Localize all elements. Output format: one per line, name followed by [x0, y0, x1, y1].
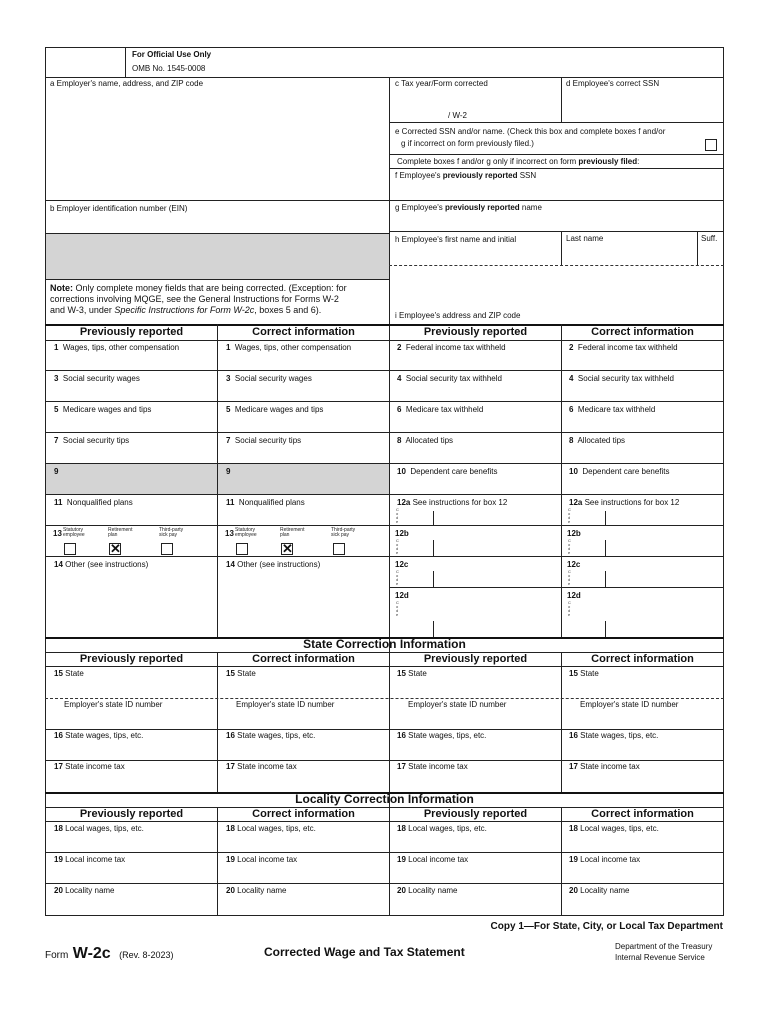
box-19-prev	[50, 855, 129, 865]
money-header-prev-1: Previously reported	[79, 326, 184, 338]
box-19-corr-2	[565, 855, 644, 865]
last-name-label: Last name	[566, 234, 604, 243]
box-18-num: 18	[397, 824, 406, 833]
box-10-prev	[393, 467, 502, 477]
state-title: State Correction Information	[303, 637, 466, 651]
box-12c-prev-code-div	[433, 571, 434, 587]
box-20-num: 20	[226, 886, 235, 895]
box-19-text: Local income tax	[65, 855, 126, 864]
complete-boxes-note	[393, 157, 643, 167]
box-8-prev	[393, 436, 457, 446]
box-12a-text: See instructions for box 12	[584, 498, 680, 507]
box-3-num: 3	[54, 374, 59, 383]
box-e-line2: g if incorrect on form previously filed.)	[401, 139, 534, 148]
box-17-prev-2	[393, 762, 472, 772]
box-12c-corr: 12c	[567, 560, 581, 569]
box-17-corr-2	[565, 762, 644, 772]
box-19-corr	[222, 855, 301, 865]
money-line-2	[45, 401, 724, 402]
box-13-corr-sick-checkbox[interactable]	[333, 543, 345, 555]
box-10-num: 10	[569, 467, 578, 476]
box-3-text: Social security wages	[62, 374, 140, 383]
box-17-text: State income tax	[65, 762, 125, 771]
box-17-text: State income tax	[408, 762, 468, 771]
money-header-corr-1: Correct information	[252, 326, 355, 338]
locality-header-prev-1: Previously reported	[79, 808, 184, 820]
box-15-text: State	[65, 669, 84, 678]
state-line-16	[45, 729, 724, 730]
box-7-text: Social security tips	[62, 436, 130, 445]
note-line-2: corrections involving MQGE, see the General Instructions for Forms W-2	[50, 294, 339, 304]
money-header-bottom	[45, 340, 724, 341]
box-12b-prev-code-div	[433, 540, 434, 556]
copy-label: Copy 1—For State, City, or Local Tax Department	[490, 921, 723, 932]
box-20-prev-2	[393, 886, 462, 896]
box-4-text: Social security tax withheld	[405, 374, 502, 383]
form-name: W-2c	[72, 945, 111, 962]
note-bold: Note:	[50, 283, 73, 293]
box-18-text: Local wages, tips, etc.	[237, 824, 316, 833]
box-6-num: 6	[397, 405, 402, 414]
corrected-ssn-name-checkbox[interactable]	[705, 139, 717, 151]
box-18-num: 18	[226, 824, 235, 833]
box-13-prev-retirement-checkbox[interactable]: ✕	[110, 541, 121, 556]
box-12a-prev	[393, 498, 511, 508]
box-17-num: 17	[569, 762, 578, 771]
locality-header-corr-1: Correct information	[252, 808, 355, 820]
box-16-num: 16	[397, 731, 406, 740]
box-12d-corr: 12d	[567, 591, 581, 600]
box-16-text: State wages, tips, etc.	[408, 731, 487, 740]
box-15-prev	[50, 669, 88, 679]
box-14-text: Other (see instructions)	[65, 560, 149, 569]
box-5-num: 5	[226, 405, 231, 414]
box-15-corr	[222, 669, 260, 679]
box-11-text: Nonqualified plans	[238, 498, 305, 507]
box-12a-text: See instructions for box 12	[412, 498, 508, 507]
box-4-corr	[565, 374, 678, 384]
frame-bottom	[45, 915, 724, 916]
box-12a-num: 12a	[569, 498, 583, 507]
box-12c-prev-code: C o d e	[396, 569, 399, 586]
center-divider	[389, 77, 390, 916]
form-rev: (Rev. 8-2023)	[119, 950, 174, 960]
box-18-corr	[222, 824, 320, 834]
box-20-corr	[222, 886, 291, 896]
locality-title: Locality Correction Information	[295, 792, 474, 806]
box-12b-corr-code: C o d e	[568, 538, 571, 555]
state-col-div-3	[561, 652, 562, 792]
box-18-prev-2	[393, 824, 491, 834]
note-text	[46, 283, 351, 316]
f-pre: f Employee's	[395, 171, 443, 180]
frame-right	[723, 47, 724, 916]
box-20-text: Locality name	[237, 886, 287, 895]
line-h-top	[389, 231, 724, 232]
state-col-div-1	[217, 652, 218, 792]
note-line-3a: and W-3, under	[50, 305, 115, 315]
box-14-corr	[222, 560, 324, 570]
g-pre: g Employee's	[395, 203, 445, 212]
box-a-label: a Employer's name, address, and ZIP code	[50, 79, 204, 88]
box-18-text: Local wages, tips, etc.	[580, 824, 659, 833]
box-1-prev	[50, 343, 183, 353]
box-15-num: 15	[397, 669, 406, 678]
box-d-label: d Employee's correct SSN	[566, 79, 660, 88]
box-12c-corr-code-div	[605, 571, 606, 587]
money-line-8	[389, 587, 724, 588]
box-15-text: State	[237, 669, 256, 678]
box-12b-corr: 12b	[567, 529, 581, 538]
box-1-num: 1	[226, 343, 231, 352]
row-line-a	[45, 77, 724, 78]
box-6-num: 6	[569, 405, 574, 414]
official-divider	[125, 47, 126, 77]
money-header-prev-2: Previously reported	[423, 326, 528, 338]
money-line-1	[45, 370, 724, 371]
box-20-corr-2	[565, 886, 634, 896]
box-18-text: Local wages, tips, etc.	[408, 824, 487, 833]
box-13-prev-sick: Third-party sick pay	[159, 527, 184, 538]
line-f-top	[389, 168, 724, 169]
note-line-3-italic: Specific Instructions for Form W-2c	[114, 305, 255, 315]
box-h-label: h Employee's first name and initial	[395, 235, 517, 244]
box-8-text: Allocated tips	[405, 436, 454, 445]
box-19-text: Local income tax	[237, 855, 298, 864]
box-16-corr-2	[565, 731, 662, 741]
box-5-prev	[50, 405, 155, 415]
money-line-5	[45, 494, 724, 495]
state-id-dashed	[45, 698, 724, 699]
box-17-num: 17	[54, 762, 63, 771]
line-e-top	[389, 122, 724, 123]
box-12a-corr-code-div	[605, 511, 606, 525]
box-15-num: 15	[54, 669, 63, 678]
f-post: SSN	[517, 171, 537, 180]
box-7-text: Social security tips	[234, 436, 302, 445]
state-header-prev-1: Previously reported	[79, 653, 184, 665]
box-4-num: 4	[569, 374, 574, 383]
box-13-prev-statutory: Statutory employee	[63, 527, 85, 538]
box-11-prev	[50, 498, 137, 508]
box-10-text: Dependent care benefits	[410, 467, 498, 476]
line-complete-top	[389, 154, 724, 155]
dept-line-2: Internal Revenue Service	[615, 953, 705, 962]
form-title: Corrected Wage and Tax Statement	[264, 945, 465, 959]
box-19-num: 19	[397, 855, 406, 864]
box-10-corr	[565, 467, 674, 477]
box-12a-num: 12a	[397, 498, 411, 507]
state-id-prev-2: Employer's state ID number	[408, 700, 507, 709]
locality-header-corr-2: Correct information	[591, 808, 694, 820]
box-g-label	[391, 203, 546, 213]
official-use-label: For Official Use Only	[132, 50, 212, 59]
box-9-prev-gray	[46, 464, 217, 494]
box-9-num: 9	[54, 467, 59, 476]
box-c-form: / W-2	[448, 111, 467, 120]
box-1-num: 1	[54, 343, 59, 352]
box-13-prev-num: 13	[53, 529, 62, 538]
box-8-text: Allocated tips	[577, 436, 626, 445]
state-id-corr-1: Employer's state ID number	[236, 700, 335, 709]
box-9-corr	[222, 467, 234, 477]
box-8-num: 8	[569, 436, 574, 445]
box-20-prev	[50, 886, 119, 896]
box-15-prev-2	[393, 669, 431, 679]
box-5-corr	[222, 405, 327, 415]
box-19-text: Local income tax	[580, 855, 641, 864]
gray-shaded-area	[46, 234, 389, 279]
box-14-num: 14	[54, 560, 63, 569]
form-identifier	[45, 945, 174, 963]
line-b-top	[45, 200, 390, 201]
box-12d-corr-code: C o d e	[568, 600, 571, 617]
box-12c-corr-code: C o d e	[568, 569, 571, 586]
box-i-label: i Employee's address and ZIP code	[395, 311, 521, 320]
box-e-line1: e Corrected SSN and/or name. (Check this box and complete boxes f and/or	[395, 127, 666, 136]
box-12b-prev-code: C o d e	[396, 538, 399, 555]
state-header-prev-2: Previously reported	[423, 653, 528, 665]
box-10-num: 10	[397, 467, 406, 476]
box-1-text: Wages, tips, other compensation	[62, 343, 180, 352]
box-6-text: Medicare tax withheld	[577, 405, 656, 414]
box-7-prev	[50, 436, 133, 446]
locality-header-bottom	[45, 821, 724, 822]
box-18-prev	[50, 824, 148, 834]
box-15-num: 15	[226, 669, 235, 678]
box-1-corr	[222, 343, 355, 353]
box-12b-prev: 12b	[395, 529, 409, 538]
box-17-text: State income tax	[237, 762, 297, 771]
box-13-prev-retirement: Retirement plan	[108, 527, 133, 538]
f-bold: previously reported	[442, 171, 518, 180]
box-12d-prev: 12d	[395, 591, 409, 600]
box-7-num: 7	[226, 436, 231, 445]
g-post: name	[519, 203, 542, 212]
box-16-text: State wages, tips, etc.	[237, 731, 316, 740]
locality-col-div-1	[217, 807, 218, 916]
money-header-corr-2: Correct information	[591, 326, 694, 338]
box-16-text: State wages, tips, etc.	[580, 731, 659, 740]
box-20-num: 20	[397, 886, 406, 895]
box-17-num: 17	[397, 762, 406, 771]
box-19-num: 19	[54, 855, 63, 864]
box-11-text: Nonqualified plans	[66, 498, 133, 507]
form-word: Form	[45, 950, 69, 961]
box-16-prev	[50, 731, 147, 741]
box-2-num: 2	[569, 343, 574, 352]
locality-line-19	[45, 852, 724, 853]
box-17-prev	[50, 762, 129, 772]
box-15-text: State	[408, 669, 427, 678]
box-4-text: Social security tax withheld	[577, 374, 674, 383]
box-2-text: Federal income tax withheld	[405, 343, 506, 352]
frame-top	[45, 47, 724, 48]
box-3-prev	[50, 374, 144, 384]
box-12c-prev: 12c	[395, 560, 409, 569]
box-17-corr	[222, 762, 301, 772]
box-18-corr-2	[565, 824, 663, 834]
box-16-text: State wages, tips, etc.	[65, 731, 144, 740]
box-14-num: 14	[226, 560, 235, 569]
note-line-1: Only complete money fields that are being corrected. (Exception: for	[73, 283, 347, 293]
complete-post: :	[637, 157, 640, 166]
suff-label: Suff.	[701, 234, 718, 243]
complete-pre: Complete boxes f and/or g only if incorrect on form	[397, 157, 579, 166]
box-13-corr-statutory-checkbox[interactable]	[236, 543, 248, 555]
locality-col-div-3	[561, 807, 562, 916]
box-6-prev	[393, 405, 487, 415]
money-line-7	[45, 556, 724, 557]
money-line-3	[45, 432, 724, 433]
box-3-num: 3	[226, 374, 231, 383]
box-18-num: 18	[54, 824, 63, 833]
box-9-num: 9	[226, 467, 231, 476]
money-line-6	[45, 525, 724, 526]
box-12d-prev-code-div	[433, 621, 434, 637]
box-20-text: Locality name	[408, 886, 458, 895]
box-6-text: Medicare tax withheld	[405, 405, 484, 414]
box-10-text: Dependent care benefits	[582, 467, 670, 476]
box-2-corr	[565, 343, 682, 353]
locality-header-prev-2: Previously reported	[423, 808, 528, 820]
box-16-corr	[222, 731, 319, 741]
line-h-dashed	[389, 265, 724, 266]
box-12a-corr-code: C o d e	[568, 507, 571, 524]
box-12a-corr	[565, 498, 683, 508]
box-7-num: 7	[54, 436, 59, 445]
box-16-num: 16	[226, 731, 235, 740]
box-13-corr-retirement: Retirement plan	[280, 527, 305, 538]
box-20-num: 20	[54, 886, 63, 895]
locality-line-20	[45, 883, 724, 884]
box-15-corr-2	[565, 669, 603, 679]
box-16-num: 16	[569, 731, 578, 740]
box-19-text: Local income tax	[408, 855, 469, 864]
box-17-num: 17	[226, 762, 235, 771]
g-bold: previously reported	[445, 203, 520, 212]
box-15-text: State	[580, 669, 599, 678]
dept-line-1: Department of the Treasury	[615, 942, 713, 951]
box-8-corr	[565, 436, 629, 446]
line-note-top	[45, 279, 390, 280]
box-f-label	[391, 171, 540, 181]
box-5-text: Medicare wages and tips	[62, 405, 152, 414]
box-11-num: 11	[54, 498, 63, 507]
box-3-text: Social security wages	[234, 374, 312, 383]
box-12a-prev-code: C o d e	[396, 507, 399, 524]
state-id-corr-2: Employer's state ID number	[580, 700, 679, 709]
box-15-num: 15	[569, 669, 578, 678]
box-12d-corr-code-div	[605, 621, 606, 637]
box-2-num: 2	[397, 343, 402, 352]
box-7-corr	[222, 436, 305, 446]
line-g-top	[389, 200, 724, 201]
box-12d-prev-code: C o d e	[396, 600, 399, 617]
state-header-bottom	[45, 666, 724, 667]
box-16-num: 16	[54, 731, 63, 740]
box-16-prev-2	[393, 731, 490, 741]
box-19-num: 19	[226, 855, 235, 864]
box-2-text: Federal income tax withheld	[577, 343, 678, 352]
box-13-prev-sick-checkbox[interactable]	[161, 543, 173, 555]
box-13-corr-retirement-checkbox[interactable]: ✕	[282, 541, 293, 556]
box-9-corr-gray	[218, 464, 389, 494]
box-14-prev	[50, 560, 152, 570]
box-13-prev-statutory-checkbox[interactable]	[64, 543, 76, 555]
box-17-text: State income tax	[580, 762, 640, 771]
box-18-text: Local wages, tips, etc.	[65, 824, 144, 833]
box-20-num: 20	[569, 886, 578, 895]
box-2-prev	[393, 343, 510, 353]
box-13-corr-sick: Third-party sick pay	[331, 527, 356, 538]
box-5-num: 5	[54, 405, 59, 414]
box-b-label: b Employer identification number (EIN)	[50, 204, 188, 213]
box-11-num: 11	[226, 498, 235, 507]
box-20-text: Locality name	[65, 886, 115, 895]
box-3-corr	[222, 374, 316, 384]
box-4-num: 4	[397, 374, 402, 383]
box-12b-corr-code-div	[605, 540, 606, 556]
state-header-corr-2: Correct information	[591, 653, 694, 665]
box-14-text: Other (see instructions)	[237, 560, 321, 569]
box-20-text: Locality name	[580, 886, 630, 895]
complete-bold: previously filed	[578, 157, 638, 166]
box-8-num: 8	[397, 436, 402, 445]
box-12a-prev-code-div	[433, 511, 434, 525]
box-11-corr	[222, 498, 309, 508]
box-9-prev	[50, 467, 62, 477]
note-line-3b: , boxes 5 and 6).	[254, 305, 322, 315]
box-4-prev	[393, 374, 506, 384]
state-line-17	[45, 760, 724, 761]
box-1-text: Wages, tips, other compensation	[234, 343, 352, 352]
box-13-corr-num: 13	[225, 529, 234, 538]
state-id-prev-1: Employer's state ID number	[64, 700, 163, 709]
box-19-prev-2	[393, 855, 472, 865]
box-6-corr	[565, 405, 659, 415]
state-header-corr-1: Correct information	[252, 653, 355, 665]
box-5-text: Medicare wages and tips	[234, 405, 324, 414]
box-c-label: c Tax year/Form corrected	[395, 79, 488, 88]
omb-number: OMB No. 1545-0008	[132, 64, 206, 73]
box-19-num: 19	[569, 855, 578, 864]
box-13-corr-statutory: Statutory employee	[235, 527, 257, 538]
box-18-num: 18	[569, 824, 578, 833]
